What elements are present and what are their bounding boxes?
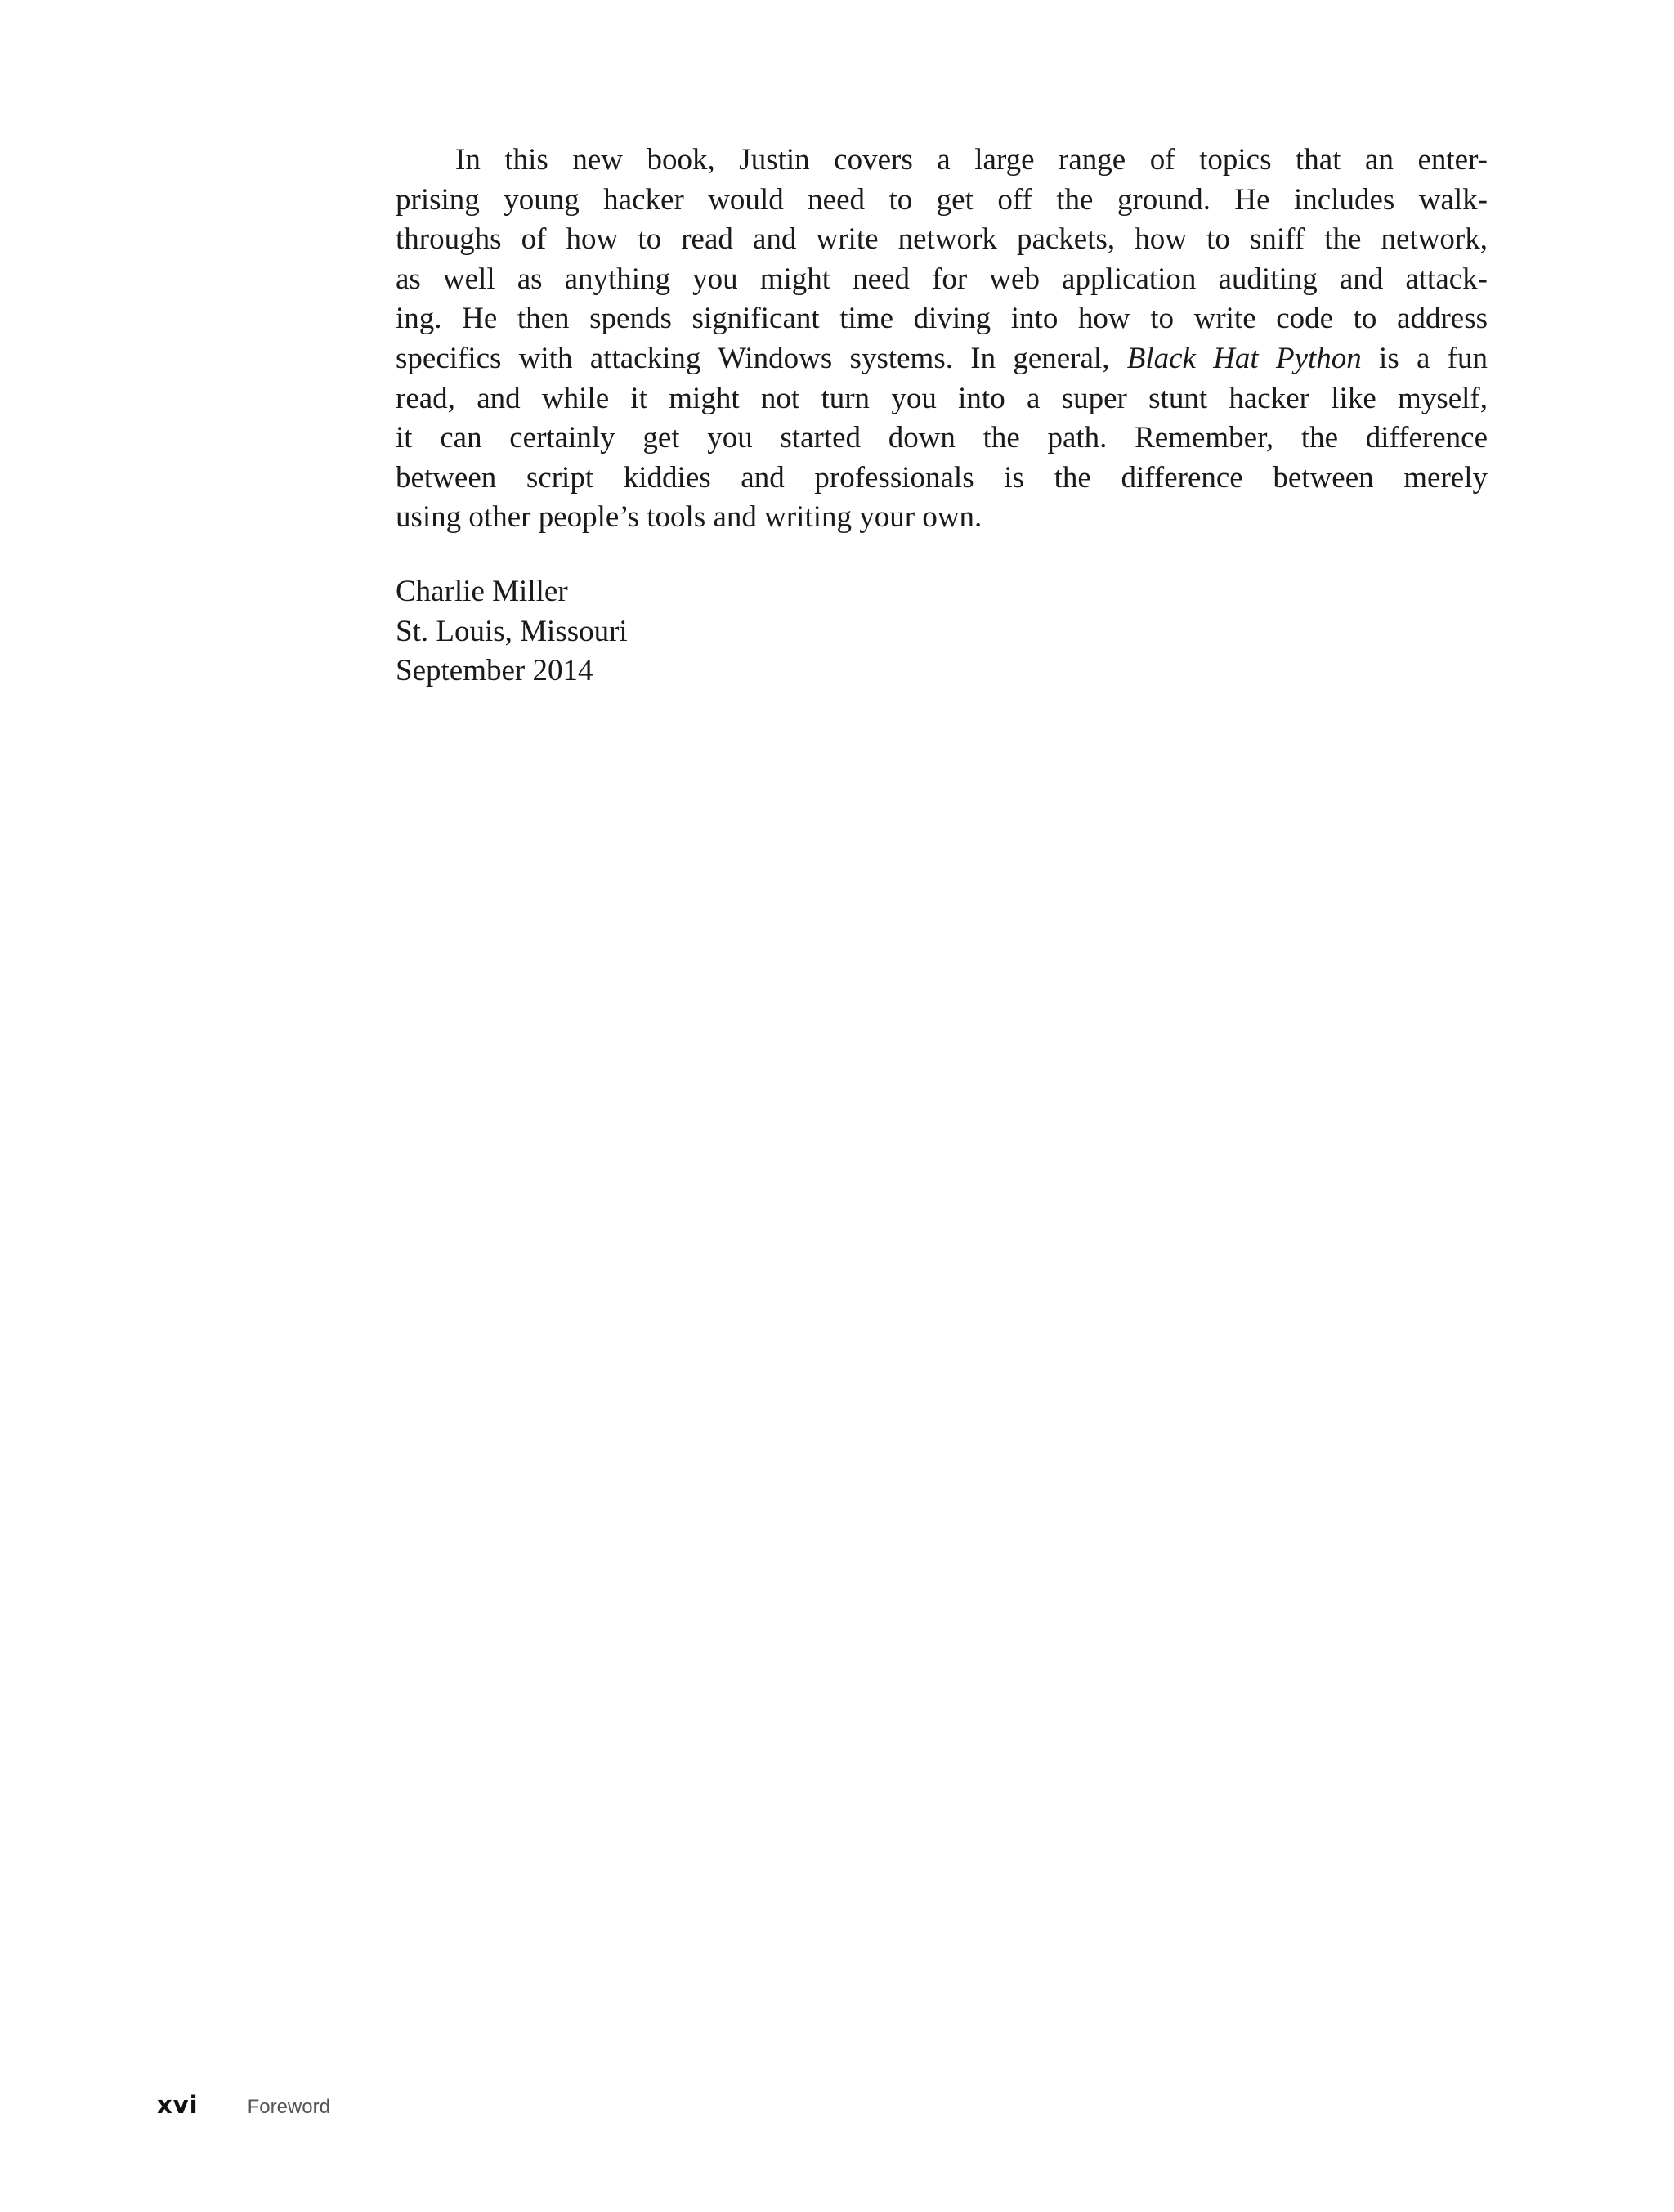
paragraph-line-4: as well as anything you might need for web application auditing and attack-: [396, 262, 1488, 296]
author-location: St. Louis, Missouri: [396, 614, 628, 648]
paragraph-line-8: it can certainly get you started down the path. Remember, the difference: [396, 421, 1488, 455]
page-number: xvi: [157, 2091, 199, 2119]
running-head: Foreword: [247, 2096, 330, 2118]
line-6-start: specifics with attacking Windows systems. In general,: [396, 341, 1127, 375]
signature-date: September 2014: [396, 654, 593, 688]
book-title-italic: Black Hat Python: [1126, 341, 1362, 375]
page-footer: [157, 2091, 330, 2124]
paragraph-line-10: using other people’s tools and writing your own.: [396, 500, 982, 535]
paragraph-line-7: read, and while it might not turn you into a super stunt hacker like myself,: [396, 381, 1488, 415]
paragraph-line-1: In this new book, Justin covers a large range of topics that an enter-: [455, 143, 1488, 177]
line-6-end: is a fun: [1361, 341, 1488, 375]
paragraph-line-2: prising young hacker would need to get off the ground. He includes walk-: [396, 182, 1488, 217]
paragraph-line-9: between script kiddies and professionals is the difference between merely: [396, 460, 1488, 495]
body-paragraph: [396, 141, 1488, 538]
signature-block: [396, 572, 628, 692]
paragraph-line-5: ing. He then spends significant time diving into how to write code to address: [396, 302, 1488, 336]
author-name: Charlie Miller: [396, 575, 568, 608]
paragraph-line-3: throughs of how to read and write network packets, how to sniff the network,: [396, 222, 1488, 257]
paragraph-line-6: [396, 339, 1488, 379]
